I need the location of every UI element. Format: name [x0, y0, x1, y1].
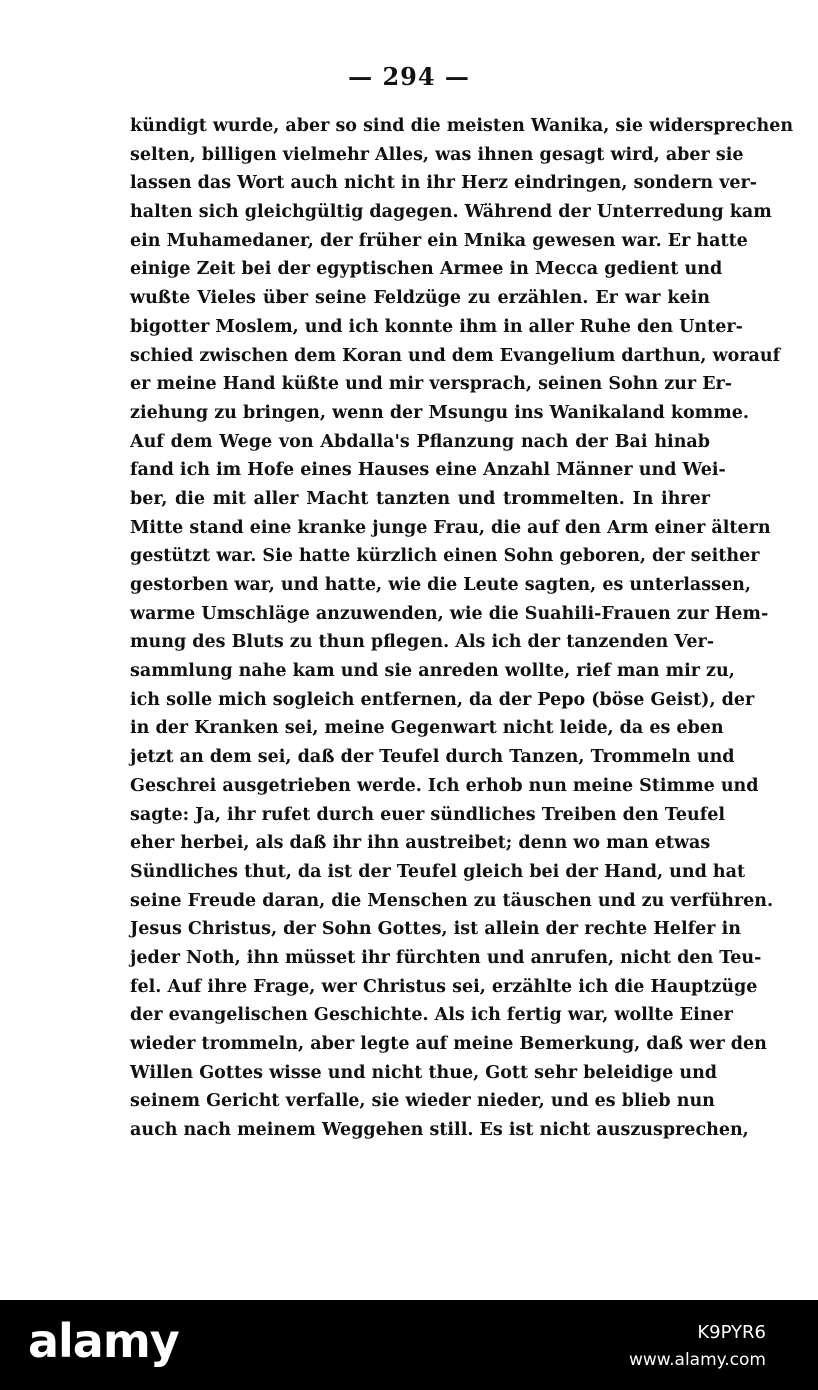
text-line: fand ich im Hofe eines Hauses eine Anzahl Männer und Wei- [130, 460, 726, 481]
text-line: Willen Gottes wisse und nicht thue, Gott sehr beleidige und [130, 1062, 718, 1083]
body-text [130, 112, 794, 1145]
text-line: Auf dem Wege von Abdalla's Pflanzung nach der Bai hinab [130, 431, 710, 452]
text-line: lassen das Wort auch nicht in ihr Herz eindringen, sondern ver- [130, 173, 758, 194]
brand-logo: alamy [28, 1314, 179, 1368]
text-line: einige Zeit bei der egyptischen Armee in Mecca gedient und [130, 259, 723, 280]
text-line: er meine Hand küßte und mir versprach, seinen Sohn zur Er- [130, 374, 733, 395]
text-line: ber, die mit aller Macht tanzten und trommelten. In ihrer [130, 488, 710, 509]
text-line: wieder trommeln, aber legte auf meine Bemerkung, daß wer den [130, 1034, 767, 1054]
text-line: ein Muhamedaner, der früher ein Mnika gewesen war. Er hatte [130, 230, 748, 251]
text-line: in der Kranken sei, meine Gegenwart nicht leide, da es eben [130, 718, 724, 739]
text-line: kündigt wurde, aber so sind die meisten Wanika, sie widersprechen [130, 116, 794, 136]
text-line: ziehung zu bringen, wenn der Msungu ins Wanikaland komme. [130, 402, 749, 423]
text-line: Mitte stand eine kranke junge Frau, die auf den Arm einer ältern [130, 517, 771, 538]
text-line: Sündliches thut, da ist der Teufel gleich bei der Hand, und hat [130, 861, 746, 882]
text-line: fel. Auf ihre Frage, wer Christus sei, erzählte ich die Hauptzüge [130, 976, 758, 997]
watermark-footer [0, 1300, 818, 1390]
text-line: gestützt war. Sie hatte kürzlich einen Sohn geboren, der seither [130, 546, 760, 567]
text-line: auch nach meinem Weggehen still. Es ist nicht auszusprechen, [130, 1120, 749, 1141]
text-line: halten sich gleichgültig dagegen. Während der Unterredung kam [130, 202, 772, 223]
text-line: gestorben war, und hatte, wie die Leute sagten, es unterlassen, [130, 575, 751, 595]
text-line: seinem Gericht verfalle, sie wieder nieder, und es blieb nun [130, 1091, 715, 1112]
text-line: sagte: Ja, ihr rufet durch euer sündliches Treiben den Teufel [130, 804, 726, 825]
text-line: ich solle mich sogleich entfernen, da der Pepo (böse Geist), der [130, 689, 755, 710]
text-line: jetzt an dem sei, daß der Teufel durch Tanzen, Trommeln und [130, 747, 735, 768]
text-line: eher herbei, als daß ihr ihn austreibet; denn wo man etwas [130, 833, 711, 854]
text-line: Geschrei ausgetrieben werde. Ich erhob nun meine Stimme und [130, 775, 759, 796]
text-line: Jesus Christus, der Sohn Gottes, ist allein der rechte Helfer in [130, 919, 741, 940]
text-line: warme Umschläge anzuwenden, wie die Suahili-Frauen zur Hem- [130, 603, 769, 624]
text-line: sammlung nahe kam und sie anreden wollte, rief man mir zu, [130, 661, 735, 682]
text-line: jeder Noth, ihn müsset ihr fürchten und anrufen, nicht den Teu- [130, 947, 762, 968]
text-line: selten, billigen vielmehr Alles, was ihnen gesagt wird, aber sie [130, 144, 744, 165]
page-number: — 294 — [348, 62, 470, 91]
site-url: www.alamy.com [628, 1350, 766, 1370]
text-line: mung des Bluts zu thun pflegen. Als ich der tanzenden Ver- [130, 632, 714, 653]
text-line: der evangelischen Geschichte. Als ich fertig war, wollte Einer [130, 1005, 733, 1026]
image-id: K9PYR6 [697, 1322, 766, 1343]
text-line: seine Freude daran, die Menschen zu täuschen und zu verführen. [130, 890, 774, 911]
text-line: schied zwischen dem Koran und dem Evangelium darthun, worauf [130, 345, 781, 366]
text-line: wußte Vieles über seine Feldzüge zu erzählen. Er war kein [130, 288, 710, 309]
text-line: bigotter Moslem, und ich konnte ihm in aller Ruhe den Unter- [130, 316, 743, 337]
